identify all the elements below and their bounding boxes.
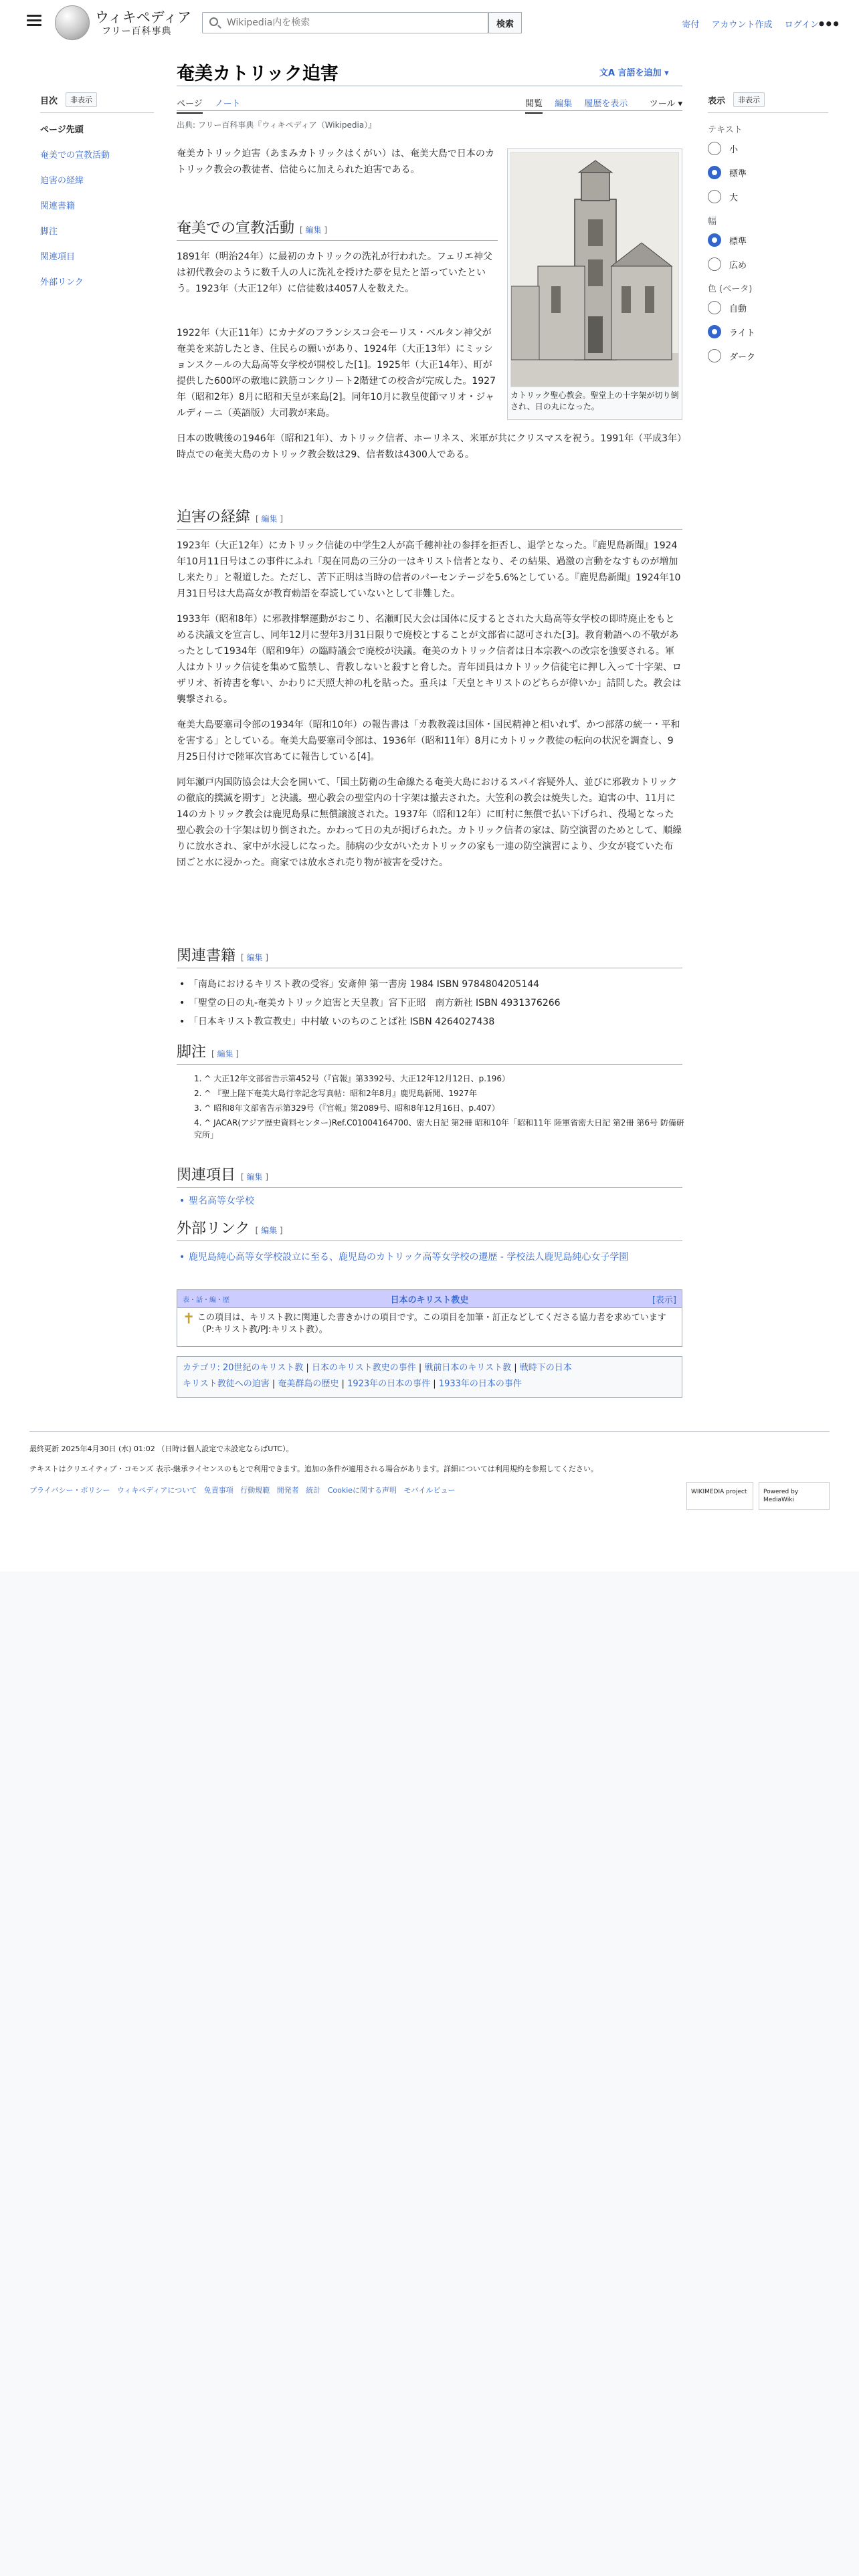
paragraph-3: 日本の敗戦後の1946年（昭和21年）、カトリック信者、ホーリネス、米軍が共にクリスマスを祝う。1991年（平成3年）時点での奄美大島のカトリック教会数は29、信者数は4300人である。 — [177, 433, 682, 460]
books-list — [177, 978, 682, 1029]
section-mission-text-2 — [177, 325, 682, 472]
page-tabs — [177, 94, 682, 111]
category-link[interactable]: 日本のキリスト教史の事件 — [311, 1363, 416, 1373]
list-item[interactable]: • 鹿児島純心高等女学校設立に至る、鹿児島のカトリック高等女学校の遷歴 - 学校法人鹿児島純心女子学園 — [177, 1251, 682, 1264]
appearance-hide-button[interactable]: 非表示 — [733, 92, 765, 107]
toc-item-mission[interactable]: 奄美での宣教活動 — [40, 150, 110, 160]
category-link[interactable]: 奄美群島の歴史 — [278, 1379, 339, 1389]
section-heading-notes: 脚注 [ 編集 ] — [177, 1041, 682, 1065]
category-link[interactable]: 戦前日本のキリスト教 — [424, 1363, 512, 1373]
stub-text: この項目は、キリスト教に関連した書きかけの項目です。この項目を加筆・訂正などしてくださる協力者を求めています（P:キリスト教/PJ:キリスト教）。 — [197, 1313, 666, 1335]
paragraph-7: 同年瀬戸内国防協会は大会を開いて、「国土防衛の生命線たる奄美大島におけるスパイ容疑外人、並びに邪教カトリックの徹底的撲滅を期す」と決議。聖心教会の聖堂内の十字架は撤去された。大笠利の教会は焼失した。迫害の中、11月に14のカトリック教会は鹿児島県に無償譲渡された。1937年（昭和12年）に町村に無償で払い下げられ、役場となった聖心教会の十字架は切り倒された。かわって日の丸が掲げられた。カトリック信者の家は、防空演習のためとして、順繰りに放水され、家中が水浸しになった。肺病の少女がいたカトリックの家も一連の防空演習により、少女が寝ていた布団ごと水に浸かった。商家では放水され売り物が被害を受けた。 — [177, 777, 682, 868]
edit-link[interactable]: 編集 — [246, 1172, 263, 1182]
section-heading-mission: 奄美での宣教活動 [ 編集 ] — [177, 217, 498, 241]
section-persecution-text — [177, 538, 682, 880]
list-item[interactable]: • 「聖堂の日の丸-奄美カトリック迫害と天皇教」宮下正昭 南方新社 ISBN 4931376266 — [177, 996, 682, 1010]
search-button[interactable]: 検索 — [488, 12, 522, 33]
category-link[interactable]: 1933年の日本の事件 — [438, 1379, 522, 1389]
intro-text: 奄美カトリック迫害（あまみカトリックはくがい）は、奄美大島で日本のカトリック教会の教徒者、信徒らに加えられた迫害である。 — [177, 148, 494, 175]
text-size-standard[interactable]: 標準 — [708, 166, 828, 179]
add-languages-button[interactable]: 文A 言語を追加 ▾ — [599, 68, 669, 78]
reference-item[interactable]: 3. ^ 昭和8年文部省告示第329号（『官報』第2089号、昭和8年12月16日、p.407） — [194, 1103, 500, 1113]
reference-item[interactable]: 1. ^ 大正12年文部省告示第452号（『官報』第3392号、大正12年12月12日、p.196） — [194, 1074, 510, 1083]
footer-link[interactable]: 行動規範 — [240, 1486, 270, 1495]
footer-link[interactable]: Cookieに関する声明 — [327, 1486, 397, 1495]
section-heading-books: 関連書籍 [ 編集 ] — [177, 944, 682, 968]
mediawiki-badge[interactable]: Powered by MediaWiki — [759, 1482, 830, 1510]
text-size-small[interactable]: 小 — [708, 142, 828, 155]
reference-item[interactable]: 4. ^ JACAR(アジア歴史資料センター)Ref.C01004164700、密大日記 第2冊 昭和10年「昭和11年 陸軍省密大日記 第2冊 第6号 防備研究所」 — [194, 1118, 684, 1140]
width-standard[interactable]: 標準 — [708, 233, 828, 247]
create-account-link[interactable]: アカウント作成 — [711, 20, 773, 30]
toc-title: 目次 — [40, 96, 58, 106]
search-icon — [209, 17, 218, 26]
wikipedia-globe-icon[interactable] — [55, 5, 90, 40]
edit-link[interactable]: 編集 — [305, 225, 322, 235]
user-links — [672, 17, 819, 30]
navbox — [177, 1289, 682, 1308]
list-item[interactable]: • 聖名高等女学校 — [177, 1194, 682, 1208]
text-size-label: テキスト — [708, 125, 743, 135]
books-list-wrap — [177, 978, 682, 1034]
edit-link[interactable]: 編集 — [246, 953, 263, 962]
more-options-icon[interactable]: ••• — [817, 16, 839, 32]
width-label: 幅 — [708, 217, 717, 227]
tab-talk[interactable]: ノート — [214, 99, 241, 109]
edit-link[interactable]: 編集 — [217, 1049, 233, 1059]
wikimedia-badge[interactable]: WIKIMEDIA project — [686, 1482, 753, 1510]
footer-link[interactable]: プライバシー・ポリシー — [29, 1486, 110, 1495]
tab-page[interactable]: ページ — [177, 99, 203, 114]
related-list-wrap — [177, 1194, 682, 1213]
toc-item-top[interactable]: ページ先頭 — [40, 125, 84, 135]
table-of-contents — [40, 92, 154, 300]
page-title: 奄美カトリック迫害 — [177, 64, 339, 84]
footer-link[interactable]: 免責事項 — [203, 1486, 233, 1495]
search-input[interactable] — [227, 15, 481, 30]
paragraph-5: 1933年（昭和8年）に邪教排撃運動がおこり、名瀬町民大会は国体に反するとされた大島高等女学校の即時廃止をもとめる決議文を宣言し、同年12月に翌年3月31日限りで廃校とすることが文部省に認可された[3]。教育勅語への不敬があったとして1934年（昭和9年）の臨時議会で廃校が決議。奄美のカトリック信者は日本宗教への改宗を強要される。軍人はカトリック信徒を集めて監禁し、背教しないと殺すと脅した。青年団員はカトリック信徒宅に押し入って十字架、ロザリオ、祈祷書を奪い、かわりに天照大神の札を貼った。重兵は「天皇とキリストのどちらが偉いか」詰問した。教会は襲撃される。 — [177, 614, 682, 705]
site-header — [0, 0, 859, 47]
list-item[interactable]: • 「日本キリスト教宣教史」中村敏 いのちのことば社 ISBN 4264027438 — [177, 1015, 682, 1029]
reference-item[interactable]: 2. ^ 『聖上陛下奄美大島行幸記念写真帖：昭和2年8月』鹿児島新聞、1927年 — [194, 1089, 477, 1098]
toc-item-related[interactable]: 関連項目 — [40, 252, 76, 262]
donate-link[interactable]: 寄付 — [682, 20, 700, 30]
toc-item-persecution[interactable]: 迫害の経緯 — [40, 176, 84, 186]
section-heading-external: 外部リンク [ 編集 ] — [177, 1217, 682, 1241]
navbox-show-button[interactable]: [表示] — [652, 1295, 676, 1305]
source-note: 出典: フリー百科事典『ウィキペディア（Wikipedia）』 — [177, 120, 377, 130]
navbox-title[interactable]: 日本のキリスト教史 — [390, 1295, 469, 1305]
category-link[interactable]: 1923年の日本の事件 — [347, 1379, 431, 1389]
intro-paragraph — [177, 146, 498, 187]
list-item[interactable]: • 「南島におけるキリスト教の受容」安斎伸 第一書房 1984 ISBN 9784804205144 — [177, 978, 682, 991]
category-link[interactable]: キリスト教徒への迫害 — [183, 1379, 270, 1389]
login-link[interactable]: ログイン — [784, 20, 819, 30]
category-link[interactable]: 戦時下の日本 — [519, 1363, 572, 1373]
paragraph-2: 1922年（大正11年）にカナダのフランシスコ会モーリス・ベルタン神父が奄美を来訪したとき、住民らの願いがあり、1924年（大正13年）にミッションスクールの大島高等女学校が開校した[1]。1925年（大正14年）、町が提供した600坪の敷地に鉄筋コンクリート2階建ての校舎が完成した。1927年（昭和2年）8月に昭和天皇が来島[2]。同年10月に教皇使節マリオ・ジャルディーニ（英語版）大司教が来島。 — [177, 328, 496, 419]
appearance-title: 表示 — [708, 96, 726, 106]
width-wide[interactable]: 広め — [708, 257, 828, 271]
references-list — [194, 1073, 689, 1144]
paragraph-4: 1923年（大正12年）にカトリック信徒の中学生2人が高千穂神社の参拝を拒否し、退学となった。『鹿児島新聞』1924年10月11日号はこの事件にふれ「現在同島の三分の一はキリスト信者となり、その結果、過激の言動をなすものが増加し来たり」と報道した。ただし、苦下正明は当時の信者のパーセンテージを5.6%としている。『鹿児島新聞』1924年10月31日号は大島高女が教育勅語を奉読していないとして非難した。 — [177, 540, 681, 599]
image-caption: カトリック聖心教会。聖堂上の十字架が切り倒され、日の丸になった。 — [510, 391, 679, 411]
section-heading-related: 関連項目 [ 編集 ] — [177, 1164, 682, 1188]
cross-icon: ✝ — [183, 1311, 195, 1327]
search-box — [202, 12, 488, 33]
text-size-large[interactable]: 大 — [708, 190, 828, 203]
tab-read[interactable]: 閲覧 — [525, 99, 543, 114]
toc-item-notes[interactable]: 脚注 — [40, 227, 58, 237]
tab-edit[interactable]: 編集 — [555, 99, 573, 109]
appearance-panel — [708, 92, 828, 373]
section-heading-persecution: 迫害の経緯 [ 編集 ] — [177, 506, 682, 530]
footer-link[interactable]: モバイルビュー — [403, 1486, 456, 1495]
tab-history[interactable]: 履歴を表示 — [584, 99, 628, 109]
footer-link[interactable]: 統計 — [306, 1486, 321, 1495]
color-light[interactable]: ライト — [708, 325, 828, 338]
color-label: 色 (ベータ) — [708, 284, 753, 294]
tab-tools[interactable]: ツール ▾ — [649, 99, 682, 109]
last-updated: 最終更新 2025年4月30日 (水) 01:02 （日時は個人設定で未設定ならばUTC）。 — [29, 1444, 294, 1453]
footer-link[interactable]: ウィキペディアについて — [116, 1486, 197, 1495]
navbox-vde[interactable]: 表・話・編・歴 — [183, 1297, 229, 1304]
toc-item-books[interactable]: 関連書籍 — [40, 201, 76, 211]
paragraph-1: 1891年（明治24年）に最初のカトリックの洗礼が行われた。フェリエ神父は初代教会のように数千人の人に洗礼を授けた夢を見たと語っていたという。1923年（大正12年）に信徒数は4057人を数えた。 — [177, 251, 492, 294]
toc-item-external[interactable]: 外部リンク — [40, 278, 84, 288]
edit-link[interactable]: 編集 — [261, 514, 278, 524]
color-auto[interactable]: 自動 — [708, 301, 828, 314]
external-list-wrap — [177, 1251, 682, 1269]
footer-link[interactable]: 開発者 — [276, 1486, 299, 1495]
edit-link[interactable]: 編集 — [261, 1226, 278, 1235]
footer-divider — [29, 1431, 830, 1432]
logo-title[interactable]: ウィキペディア — [95, 9, 192, 25]
paragraph-6: 奄美大島要塞司令部の1934年（昭和10年）の報告書は「カ教教義は国体・国民精神と相いれず、かつ部落の統一・平和を害する」としている。奄美大島要塞司令部は、1936年（昭和11年）8月にカトリック教徒の転向の状況を調査し、9月25日付けで陸軍次官あてに報告している[4]。 — [177, 720, 680, 762]
categories-box: カテゴリ: 20世紀のキリスト教 | 日本のキリスト教史の事件 | 戦前日本のキリスト教 | 戦時下の日本 キリスト教徒への迫害 | 奄美群島の歴史 | 1923年の日本の事件 | 1933年の日本の事件 — [177, 1356, 682, 1398]
license-text: テキストはクリエイティブ・コモンズ 表示-継承ライセンスのもとで利用できます。追加の条件が適用される場合があります。詳細については利用規約を参照してください。 — [29, 1465, 598, 1473]
menu-icon[interactable] — [27, 15, 41, 27]
color-dark[interactable]: ダーク — [708, 349, 828, 362]
stub-notice — [177, 1308, 682, 1347]
section-mission-text — [177, 249, 498, 306]
toc-hide-button[interactable]: 非表示 — [66, 92, 97, 107]
category-link[interactable]: カテゴリ: 20世紀のキリスト教 — [183, 1363, 304, 1373]
logo-subtitle: フリー百科事典 — [102, 26, 172, 37]
